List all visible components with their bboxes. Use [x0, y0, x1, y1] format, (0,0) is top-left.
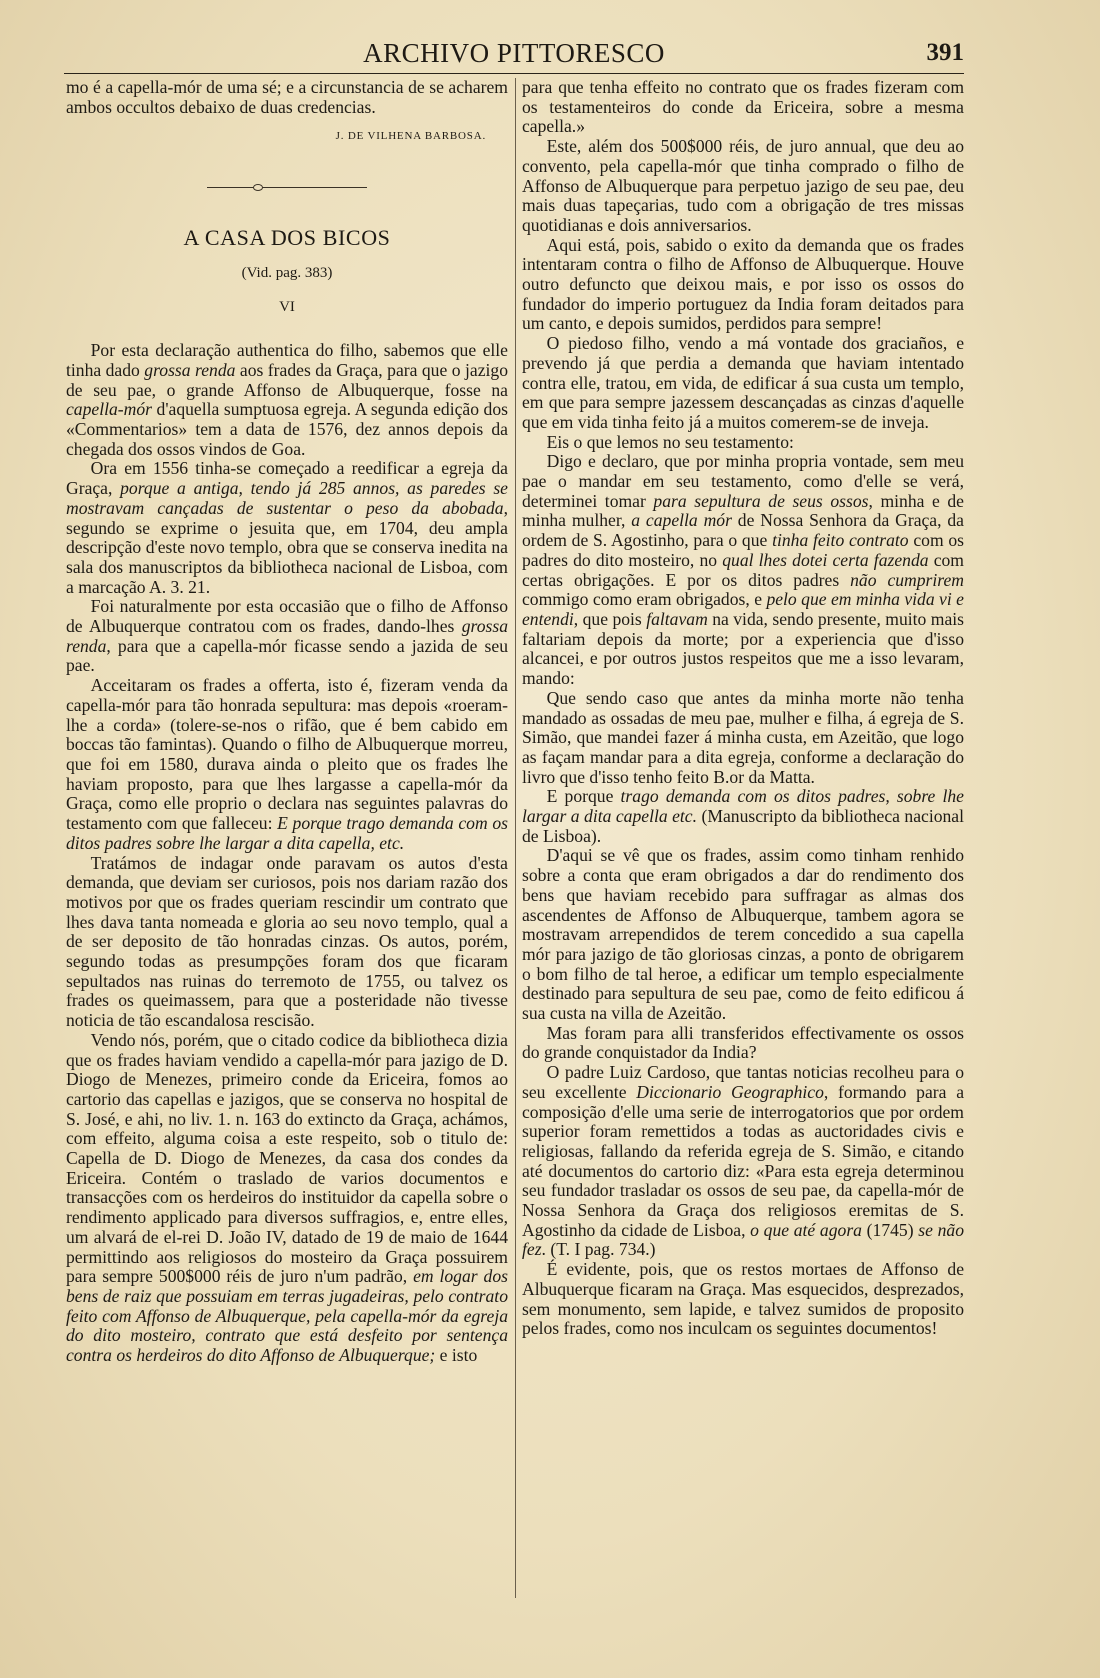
chapter-number: VI [279, 298, 295, 315]
page-number: 391 [926, 39, 964, 66]
testament-quote: Digo e declaro, que por minha propria vontade, sem meu pae o mandar em seu testamento, como d'elle se verá, determinei tomar para sepultura de seus ossos, minha e de minha mulher, a capella mór de Nossa Senhora da Graça, da ordem de S. Agostinho, para o que tinha feito contrato com os padres do dito mosteiro, no qual lhes dotei certa fazenda com certas obrigações. E por os ditos padres não cumprirem commigo como eram obrigados, e pelo que em minha vida vi e entendi, que pois faltavam na vida, sendo presente, muito mais faltariam depois da morte; por a experiencia que d'isso alcancei, e por outros justos respeitos que me a isso levaram, mando: [522, 451, 964, 689]
author-signature: J. DE VILHENA BARBOSA. [335, 130, 486, 143]
journal-title: ARCHIVO PITTORESCO [363, 38, 665, 68]
section-ornament [207, 187, 367, 194]
paragraph: O piedoso filho, vendo a má vontade dos graciaños, e prevendo já que perdia a demanda que haviam intentado contra elle, tratou, em vida, de edificar á sua custa um templo, em que para sempre jazessem descançadas as cinzas d'aquelle que em vida tinha feito já a muitos comerem-se de inveja. [522, 333, 964, 432]
paragraph: O padre Luiz Cardoso, que tantas noticias recolheu para o seu excellente Diccionario Geographico, formando para a composição d'elle uma serie de interrogatorios que por ordem superior foram remettidos a todas as auctoridades civis e religiosas, fallando da referida egreja de S. Simão, e citando até documentos do cartorio diz: «Para esta egreja determinou seu fundador trasladar os ossos de seu pae, da capella-mór de Nossa Senhora da Graça dos religiosos eremitas de S. Agostinho da cidade de Lisboa, o que até agora (1745) se não fez. (T. I pag. 734.) [522, 1062, 964, 1260]
paragraph: Eis o que lemos no seu testamento: [546, 431, 794, 452]
right-column [522, 78, 964, 1658]
paragraph: Aqui está, pois, sabido o exito da demanda que os frades intentaram contra o filho de Affonso de Albuquerque. Houve outro defuncto que deixou mais, e por isso os ossos do fundador do imperio portuguez da India foram deitados para um canto, e depois sumidos, perdidos para sempre! [522, 234, 964, 334]
page-header [64, 36, 964, 70]
header-rule [64, 73, 964, 74]
paragraph: Vendo nós, porém, que o citado codice da bibliotheca dizia que os frades haviam vendido a capella-mór para jazigo de D. Diogo de Menezes, primeiro conde da Ericeira, fomos ao cartorio das capellas e jazigos, que se conserva no hospital de S. José, e ahi, no liv. 1. n. 163 do extincto da Graça, achámos, com effeito, alguma coisa a este respeito, sob o titulo de: Capella de D. Diogo de Menezes, da casa dos condes da Ericeira. Contém o traslado de varios documentos e transacções com os herdeiros do instituidor da capella sobre o rendimento applicado para diversos suffragios, e, entre elles, um alvará de el-rei D. João IV, datado de 19 de maio de 1644 permittindo aos religiosos do mosteiro da Graça possuirem para sempre 500$000 réis de juro n'um padrão, em logar dos bens de raiz que possuiam em terras jugadeiras, pelo contrato feito com Affonso de Albuquerque, pela capella-mór da egreja do dito mosteiro, contrato que está desfeito por sentença contra os herdeiros do dito Affonso de Albuquerque; e isto [66, 1029, 508, 1366]
paragraph: Foi naturalmente por esta occasião que o filho de Affonso de Albuquerque contratou com os frades, dando-lhes grossa renda, para que a capella-mór ficasse sendo a jazida de seu pae. [66, 596, 508, 676]
paragraph: É evidente, pois, que os restos mortaes de Affonso de Albuquerque ficaram na Graça. Mas esquecidos, desprezados, sem monumento, sem lapide, e talvez sumidos de proposito pelos frades, como nos inculcam os seguintes documentos! [522, 1259, 964, 1339]
left-column [66, 78, 508, 1658]
paragraph: Por esta declaração authentica do filho, sabemos que elle tinha dado grossa renda aos frades da Graça, para que o jazigo de seu pae, o grande Affonso de Albuquerque, fosse na capella-mór d'aquella sumptuosa egreja. A segunda edição dos «Commentarios» tem a data de 1576, dez annos depois da chegada dos ossos vindos de Goa. [66, 340, 508, 459]
section-title: A CASA DOS BICOS [183, 225, 391, 251]
column-divider [515, 78, 516, 1598]
paragraph: para que tenha effeito no contrato que os frades fizeram com os testamenteiros do conde da Ericeira, sobre a mesma capella.» [522, 78, 964, 137]
paragraph: Acceitaram os frades a offerta, isto é, fizeram venda da capella-mór para tão honrada sepultura: mas depois «roeram-lhe a corda» (tolere-se-nos o rifão, que é bem cabido em boccas tão famintas). Quando o filho de Albuquerque morreu, que foi em 1580, durava ainda o pleito que os frades lhe haviam proposto, para que lhes largasse a capella-mór da Graça, como elle proprio o declara nas seguintes palavras do testamento com que falleceu: E porque trago demanda com os ditos padres sobre lhe largar a dita capella, etc. [66, 675, 508, 853]
paragraph: Mas foram para alli transferidos effectivamente os ossos do grande conquistador da India? [522, 1022, 964, 1063]
paragraph: Que sendo caso que antes da minha morte não tenha mandado as ossadas de meu pae, mulher e filha, á egreja de S. Simão, que mandei fazer á minha custa, em Azeitão, que logo as façam mandar para a dita egreja, conforme a declaração do livro que d'isso tenho feito B.or da Matta. [522, 687, 964, 787]
page-reference: (Vid. pag. 383) [241, 264, 333, 281]
intro-paragraph: mo é a capella-mór de uma sé; e a circunstancia de se acharem ambos occultos debaixo de duas credencias. [66, 78, 508, 117]
paragraph: Tratámos de indagar onde paravam os autos d'esta demanda, que deviam ser curiosos, pois nos dariam razão dos motivos por que os frades queriam rescindir um contrato que lhes dava tanta nomeada e gloria ao seu novo templo, qual a de ser deposito de tão honradas cinzas. Os autos, porém, segundo todas as presumpções foram dos que ficaram sepultados nas ruinas do terremoto de 1755, ou talvez os frades os queimassem, para que a posteridade não tivesse noticia de tão escandalosa rescisão. [66, 852, 508, 1031]
paragraph: Ora em 1556 tinha-se começado a reedificar a egreja da Graça, porque a antiga, tendo já 285 annos, as paredes se mostravam cançadas de sustentar o peso da abobada, segundo se exprime o jesuita que, em 1704, deu ampla descripção d'este novo templo, obra que se conserva inedita na sala dos manuscriptos da bibliotheca nacional de Lisboa, com a marcação A. 3. 21. [66, 458, 508, 597]
paragraph: E porque trago demanda com os ditos padres, sobre lhe largar a dita capella etc. (Manuscripto da bibliotheca nacional de Lisboa). [522, 786, 964, 846]
paragraph: D'aqui se vê que os frades, assim como tinham renhido sobre a conta que eram obrigados a dar do rendimento dos bens que haviam recebido para suffragar as almas dos ascendentes de Affonso de Albuquerque, tambem agora se mostravam arrependidos de terem concedido a sua capella mór para jazigo de tão gloriosas cinzas, a ponto de obrigarem o bom filho de tal heroe, a edificar um templo especialmente destinado para sepultura de seu pae, como de feito edificou á sua custa na villa de Azeitão. [522, 845, 964, 1024]
paragraph: Este, além dos 500$000 réis, de juro annual, que deu ao convento, pela capella-mór que tinha comprado o filho de Affonso de Albuquerque para perpetuo jazigo de seu pae, deu mais duas tapeçarias, tudo com a obrigação de tres missas quotidianas e dois anniversarios. [522, 136, 964, 235]
